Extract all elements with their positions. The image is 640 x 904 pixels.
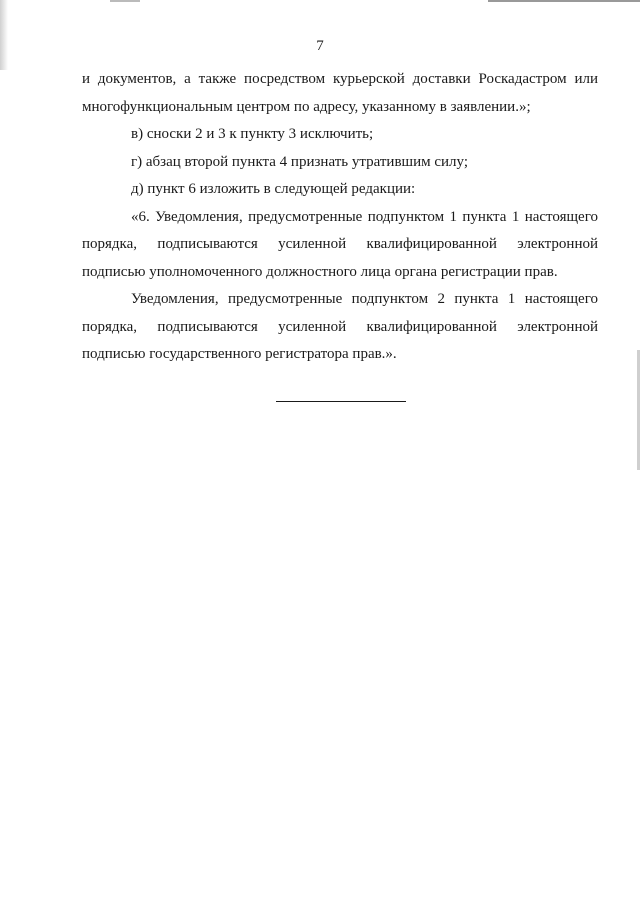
scan-artifact-right	[488, 0, 640, 2]
paragraph-item-v: в) сноски 2 и 3 к пункту 3 исключить;	[131, 126, 374, 142]
scan-artifact-left	[110, 0, 140, 2]
end-of-text-rule	[276, 401, 406, 402]
paragraph-point-6-second: Уведомления, предусмотренные подпунктом 2 пункта 1 настоящего порядка, подписываются усиленной квалифицированной электронной подписью государственного регистратора прав.».	[82, 291, 598, 362]
page-number: 7	[316, 38, 324, 54]
document-body	[82, 66, 598, 369]
paragraph-item-d: д) пункт 6 изложить в следующей редакции:	[131, 181, 416, 197]
paragraph-continuation: и документов, а также посредством курьерской доставки Роскадастром или многофункциональным центром по адресу, указанному в заявлении.»;	[82, 71, 598, 115]
scan-edge-shadow	[0, 0, 8, 70]
paragraph-point-6-first: «6. Уведомления, предусмотренные подпунктом 1 пункта 1 настоящего порядка, подписываются усиленной квалифицированной электронной подписью уполномоченного должностного лица органа регистрации прав.	[82, 208, 598, 280]
paragraph-item-g: г) абзац второй пункта 4 признать утратившим силу;	[131, 153, 468, 170]
